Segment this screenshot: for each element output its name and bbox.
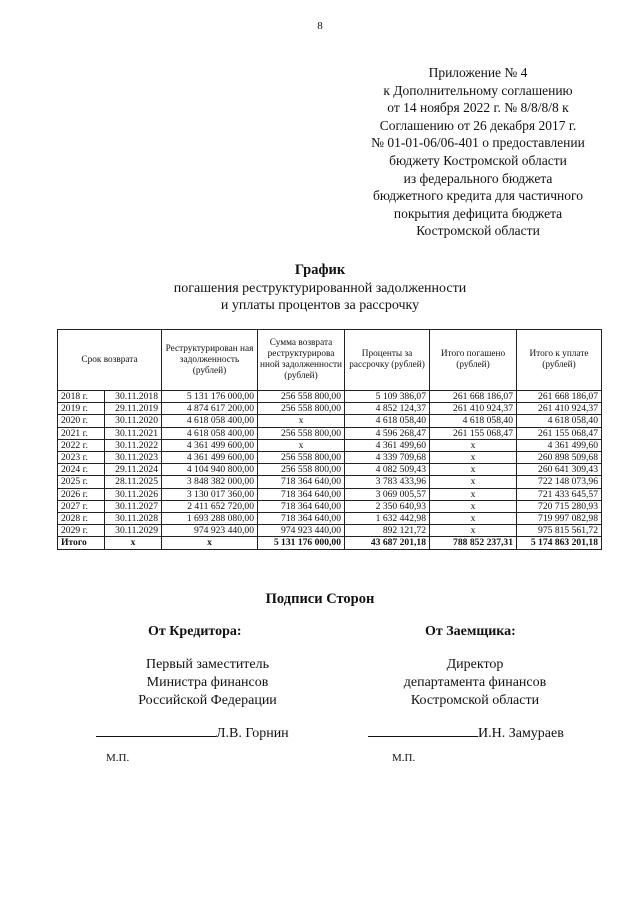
table-cell: 30.11.2021 <box>105 427 162 439</box>
table-cell: 3 130 017 360,00 <box>162 488 258 500</box>
table-row <box>58 427 602 439</box>
borrower-signature <box>368 722 564 742</box>
creditor-role-line: Российской Федерации <box>138 693 277 708</box>
table-cell: 30.11.2018 <box>105 391 162 403</box>
creditor-stamp: М.П. <box>106 752 130 764</box>
table-cell: 2 350 640,93 <box>345 500 430 512</box>
table-cell: х <box>430 464 517 476</box>
table-row <box>58 452 602 464</box>
table-cell: 721 433 645,57 <box>517 488 602 500</box>
total-row <box>58 537 602 549</box>
table-cell: 4 618 058 400,00 <box>162 415 258 427</box>
appendix-line: Приложение № 4 <box>428 65 528 80</box>
table-cell: х <box>430 513 517 525</box>
table-cell: 2029 г. <box>58 525 105 537</box>
table-row <box>58 500 602 512</box>
table-cell: 256 558 800,00 <box>258 391 345 403</box>
page-number: 8 <box>317 20 323 32</box>
table-cell: 3 069 005,57 <box>345 488 430 500</box>
table-row <box>58 415 602 427</box>
table-cell: 29.11.2024 <box>105 464 162 476</box>
signatures-title: Подписи Сторон <box>265 591 375 607</box>
appendix-line: покрытия дефицита бюджета <box>393 205 563 221</box>
table-cell: х <box>430 452 517 464</box>
signature-line <box>368 722 478 737</box>
table-cell: 30.11.2028 <box>105 513 162 525</box>
table-cell: 30.11.2020 <box>105 415 162 427</box>
schedule-title-line: погашения реструктурированной задолженности <box>173 280 467 296</box>
table-cell: 4 339 709,68 <box>345 452 430 464</box>
table-cell: 256 558 800,00 <box>258 452 345 464</box>
table-cell: 28.11.2025 <box>105 476 162 488</box>
table-cell: 5 131 176 000,00 <box>258 537 345 549</box>
appendix-line: от 14 ноября 2022 г. № 8/8/8/8 к <box>387 100 569 116</box>
table-cell: 1 693 288 080,00 <box>162 513 258 525</box>
table-cell: х <box>162 537 258 549</box>
table-cell: 2020 г. <box>58 415 105 427</box>
table-cell: 30.11.2027 <box>105 500 162 512</box>
table-cell: 3 848 382 000,00 <box>162 476 258 488</box>
table-cell: 4 618 058 400,00 <box>162 427 258 439</box>
table-cell: 2021 г. <box>58 427 105 439</box>
table-cell: 2 411 652 720,00 <box>162 500 258 512</box>
table-cell: 261 410 924,37 <box>517 403 602 415</box>
table-cell: 4 852 124,37 <box>345 403 430 415</box>
table-row <box>58 476 602 488</box>
table-cell: 720 715 280,93 <box>517 500 602 512</box>
table-cell: 256 558 800,00 <box>258 464 345 476</box>
table-cell: 2028 г. <box>58 513 105 525</box>
table-cell: 5 109 386,07 <box>345 391 430 403</box>
repayment-schedule-table <box>57 329 602 550</box>
table-cell: 260 641 309,43 <box>517 464 602 476</box>
table-cell: 2027 г. <box>58 500 105 512</box>
table-cell: 719 997 082,98 <box>517 513 602 525</box>
table-cell: 30.11.2026 <box>105 488 162 500</box>
table-cell: 261 155 068,47 <box>517 427 602 439</box>
appendix-line: бюджету Костромской области <box>389 152 567 168</box>
table-cell: 718 364 640,00 <box>258 476 345 488</box>
creditor-name: Л.В. Горнин <box>216 726 289 741</box>
table-cell: 974 923 440,00 <box>162 525 258 537</box>
table-cell: Итого <box>58 537 105 549</box>
table-cell: 4 618 058,40 <box>517 415 602 427</box>
table-cell: х <box>430 476 517 488</box>
table-cell: х <box>430 439 517 451</box>
creditor-role-line: Министра финансов <box>146 675 269 690</box>
table-cell: 2023 г. <box>58 452 105 464</box>
appendix-line: к Дополнительному соглашению <box>383 82 573 98</box>
table-cell: 2019 г. <box>58 403 105 415</box>
table-cell: 29.11.2019 <box>105 403 162 415</box>
header-cell: Проценты за рассрочку (рублей) <box>345 330 430 391</box>
table-cell: 4 361 499 600,00 <box>162 439 258 451</box>
table-cell: 4 361 499,60 <box>345 439 430 451</box>
appendix-line: бюджетного кредита для частичного <box>373 188 583 204</box>
table-cell: 2025 г. <box>58 476 105 488</box>
table-cell: х <box>430 525 517 537</box>
borrower-role-line: Костромской области <box>410 693 540 708</box>
creditor-signature <box>96 722 289 742</box>
table-row <box>58 513 602 525</box>
table-cell: 261 668 186,07 <box>430 391 517 403</box>
borrower-role <box>360 656 590 710</box>
schedule-title-main: График <box>294 262 346 278</box>
creditor-heading: От Кредитора: <box>148 624 242 639</box>
borrower-role-line: департамента финансов <box>403 675 547 690</box>
table-row <box>58 525 602 537</box>
schedule-title <box>0 262 640 315</box>
table-cell: х <box>105 537 162 549</box>
creditor-role <box>100 656 315 710</box>
table-cell: 718 364 640,00 <box>258 513 345 525</box>
signature-line <box>96 722 216 737</box>
table-cell: 4 082 509,43 <box>345 464 430 476</box>
borrower-stamp: М.П. <box>392 752 416 764</box>
table-cell: 261 668 186,07 <box>517 391 602 403</box>
table-cell: 4 618 058,40 <box>345 415 430 427</box>
table-cell: 788 852 237,31 <box>430 537 517 549</box>
table-cell: 261 155 068,47 <box>430 427 517 439</box>
creditor-role-line: Первый заместитель <box>145 657 270 672</box>
appendix-line: № 01-01-06/06-401 о предоставлении <box>371 135 585 151</box>
table-cell: 4 104 940 800,00 <box>162 464 258 476</box>
table-cell: 4 361 499 600,00 <box>162 452 258 464</box>
table-cell: 975 815 561,72 <box>517 525 602 537</box>
table-cell: 5 174 863 201,18 <box>517 537 602 549</box>
table-cell: 4 596 268,47 <box>345 427 430 439</box>
borrower-name: И.Н. Замураев <box>478 726 564 741</box>
table-cell: 4 618 058,40 <box>430 415 517 427</box>
table-row <box>58 439 602 451</box>
appendix-header <box>346 64 610 240</box>
table-cell: 718 364 640,00 <box>258 488 345 500</box>
table-cell: 260 898 509,68 <box>517 452 602 464</box>
table-cell: 256 558 800,00 <box>258 403 345 415</box>
header-cell: Срок возврата <box>58 330 162 391</box>
table-cell: 722 148 073,96 <box>517 476 602 488</box>
table-cell: 256 558 800,00 <box>258 427 345 439</box>
appendix-line: Соглашению от 26 декабря 2017 г. <box>379 117 577 133</box>
table-cell: х <box>430 500 517 512</box>
table-cell: 3 783 433,96 <box>345 476 430 488</box>
table-cell: х <box>258 439 345 451</box>
table-cell: 30.11.2023 <box>105 452 162 464</box>
table-cell: х <box>258 415 345 427</box>
table-row <box>58 488 602 500</box>
header-cell: Итого погашено (рублей) <box>430 330 517 391</box>
header-cell: Сумма возврата реструктурирова нной задолженности (рублей) <box>258 330 345 391</box>
table-cell: 2022 г. <box>58 439 105 451</box>
table-cell: 4 874 617 200,00 <box>162 403 258 415</box>
table-cell: 2024 г. <box>58 464 105 476</box>
table-row <box>58 403 602 415</box>
table-cell: х <box>430 488 517 500</box>
table-cell: 30.11.2029 <box>105 525 162 537</box>
table-cell: 261 410 924,37 <box>430 403 517 415</box>
table-cell: 2018 г. <box>58 391 105 403</box>
table-header-row <box>58 330 602 391</box>
table-cell: 4 361 499,60 <box>517 439 602 451</box>
table-cell: 718 364 640,00 <box>258 500 345 512</box>
borrower-role-line: Директор <box>446 657 504 672</box>
table-cell: 2026 г. <box>58 488 105 500</box>
table-cell: 43 687 201,18 <box>345 537 430 549</box>
schedule-title-line: и уплаты процентов за рассрочку <box>220 298 420 313</box>
table-cell: 30.11.2022 <box>105 439 162 451</box>
table-cell: 5 131 176 000,00 <box>162 391 258 403</box>
table-row <box>58 464 602 476</box>
table-row <box>58 391 602 403</box>
appendix-line: из федерального бюджета <box>403 170 553 186</box>
table-cell: 1 632 442,98 <box>345 513 430 525</box>
table-cell: 974 923 440,00 <box>258 525 345 537</box>
header-cell: Реструктурирован ная задолженность (рублей) <box>162 330 258 391</box>
table-cell: 892 121,72 <box>345 525 430 537</box>
header-cell: Итого к уплате (рублей) <box>517 330 602 391</box>
appendix-line: Костромской области <box>416 223 540 239</box>
borrower-heading: От Заемщика: <box>425 624 516 639</box>
